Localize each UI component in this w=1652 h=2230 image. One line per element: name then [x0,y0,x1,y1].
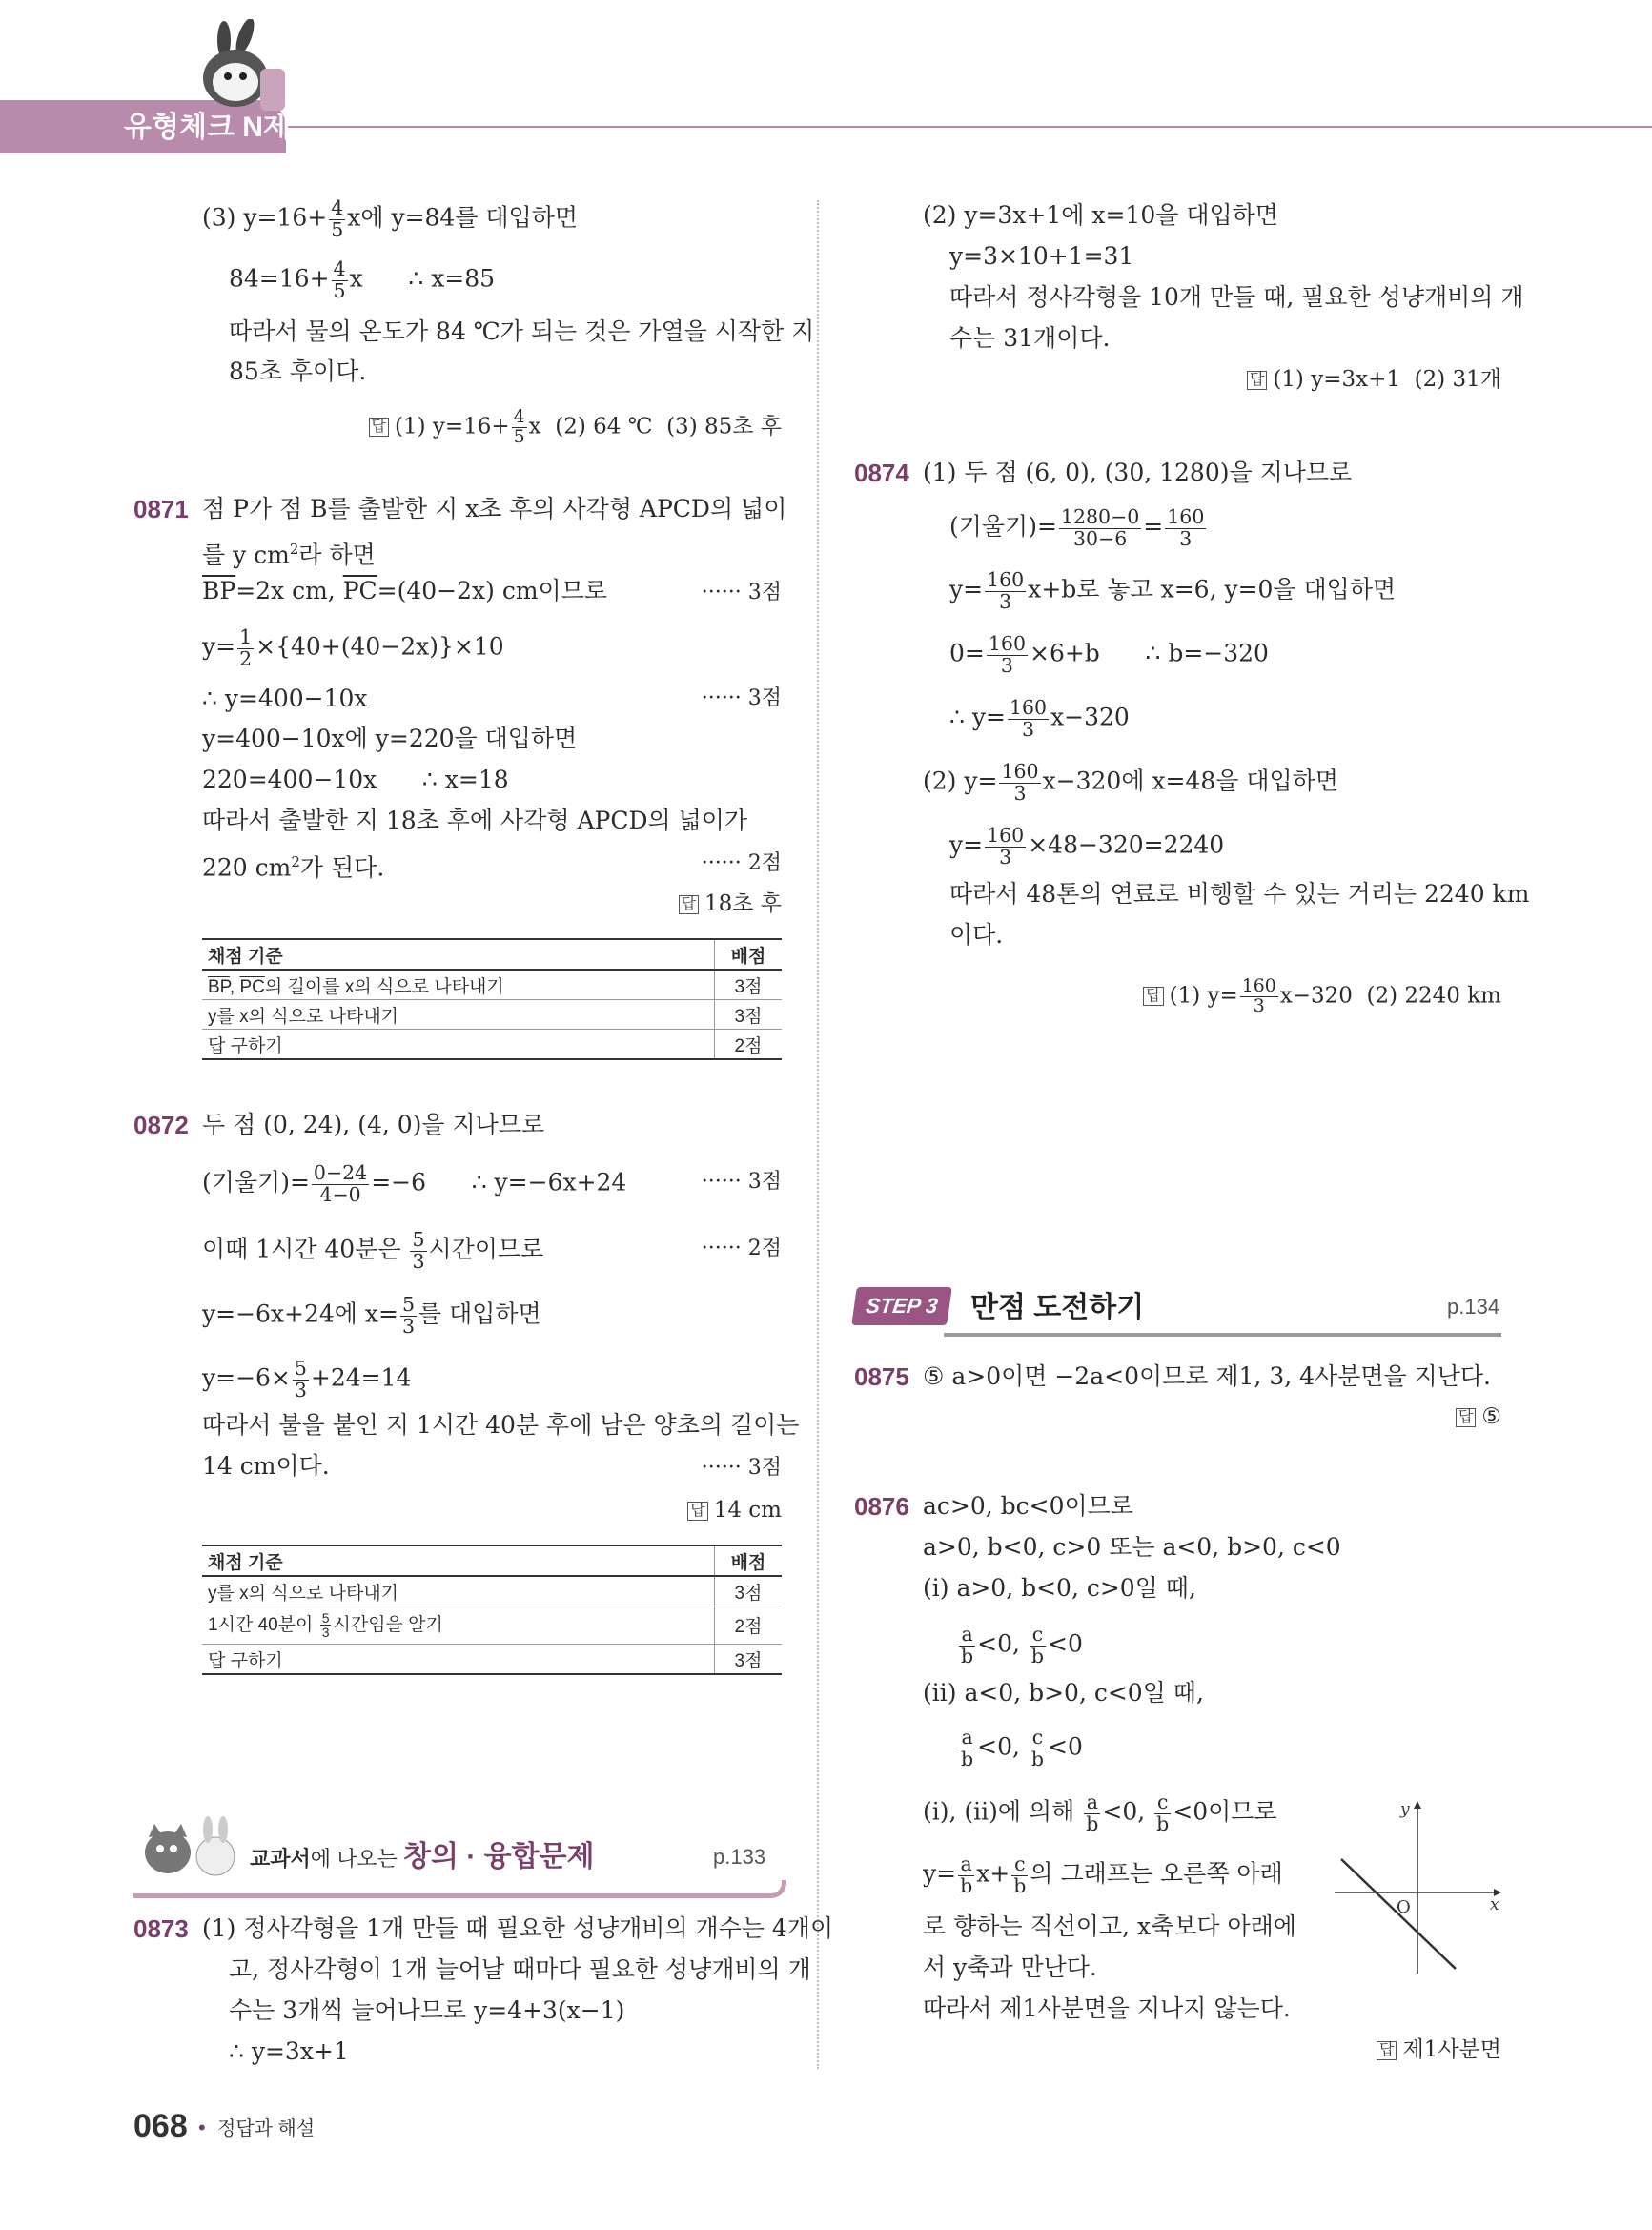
problem-number: 0872 [133,1111,189,1139]
mascots-icon [139,1816,244,1883]
p3-answer: 답 (1) y=16+ $\frac{4}{5}$ x (2) 64 ℃ (3) 85초 후 [369,408,783,447]
q0874-answer: 답 (1) y= $\frac{160}{3}$ x−320 (2) 2240 km [1143,977,1501,1016]
line-graph [1330,1797,1506,1978]
q0876-line6: $\frac{a}{b}$ <0, $\frac{c}{b}$ <0 [961,1726,1083,1770]
q0874-line8: 따라서 48톤의 연료로 비행할 수 있는 거리는 2240 km [949,880,1530,908]
q0874-line1: (1) 두 점 (6, 0), (30, 1280)을 지나므로 [923,459,1353,486]
q0873-line1: (1) 정사각형을 1개 만들 때 필요한 성냥개비의 개수는 4개이 [202,1914,834,1942]
answer-icon: 답 [1377,2041,1397,2060]
q0873-line2: 고, 정사각형이 1개 늘어날 때마다 필요한 성냥개비의 개 [229,1955,811,1983]
step-badge: STEP 3 [851,1287,952,1325]
q0876-line2: a>0, b<0, c>0 또는 a<0, b>0, c<0 [923,1533,1341,1561]
q0871-answer: 답 18초 후 [679,887,782,921]
q0871-line4: y= $\frac{1}{2}$ ×{40+(40−2x)}×10 [202,625,504,670]
q0874-line5: ∴ y= $\frac{160}{3}$ x−320 [949,696,1130,741]
q0873b-line2: y=3×10+1=31 [949,242,1134,270]
q0874-line6: (2) y= $\frac{160}{3}$ x−320에 x=48을 대입하면 [923,760,1338,805]
q0876-line8: y= $\frac{a}{b}$ x+ $\frac{c}{b}$ 의 그래프는 오른쪽 아래 [923,1852,1283,1897]
banner-title: 교과서에 나오는 창의 · 융합문제 [250,1841,595,1872]
q0874-line3: y= $\frac{160}{3}$ x+b로 놓고 x=6, y=0을 대입하면 [949,568,1397,613]
q0875-line1: ⑤ a>0이면 −2a<0이므로 제1, 3, 4사분면을 지난다. [923,1362,1491,1390]
table-row: 1시간 40분이 $\frac{5}{3}$ 시간임을 알기 2점 [202,1606,782,1645]
answer-icon: 답 [679,895,699,914]
banner-page: p.133 [713,1845,766,1869]
q0876-answer: 답 제1사분면 [1377,2033,1501,2067]
q0871-line9: 220 $cm^2$가 된다. [202,853,385,882]
q0872-line3: 이때 1시간 40분은 $\frac{5}{3}$ 시간이므로 [202,1228,544,1273]
q0873b-line1: (2) y=3x+1에 x=10을 대입하면 [923,201,1278,229]
q0874-line2: (기울기)= $\frac{1280-0}{30-6}$ = $\frac{160}{3}$ [949,505,1205,550]
table-header: 채점 기준 [202,1545,715,1576]
answer-icon: 답 [687,1502,707,1521]
origin-label: O [1397,1897,1411,1917]
q0876-line11: 따라서 제1사분면을 지나지 않는다. [923,1995,1291,2022]
q0871-line1: 점 P가 점 B를 출발한 지 x초 후의 사각형 APCD의 넓이 [202,495,787,522]
q0874-line4: 0= $\frac{160}{3}$ ×6+b ∴ b=−320 [949,632,1269,677]
points-label: ······ 3점 [701,1456,782,1480]
q0876-line9: 로 향하는 직선이고, x축보다 아래에 [923,1913,1296,1940]
q0873-line3: 수는 3개씩 늘어나므로 y=4+3(x−1) [229,1996,625,2024]
banner-rule [133,1880,786,1898]
footer-section: 정답과 해설 [217,2118,316,2139]
p3-line2: 84=16+ $\frac{4}{5}$ x ∴ x=85 [229,257,496,302]
problem-number: 0876 [854,1492,909,1521]
q0872-answer: 답 14 cm [687,1493,782,1527]
answer-icon: 답 [1143,987,1163,1006]
q0876-line7: (ⅰ), (ⅱ)에 의해 $\frac{a}{b}$ <0, $\frac{c}{b}$ <0이므로 [923,1790,1277,1835]
points-label: ······ 3점 [701,581,782,604]
table-row: y를 x의 식으로 나타내기 3점 [202,1000,782,1030]
answer-icon: 답 [369,418,389,437]
q0873b-line4: 수는 31개이다. [949,324,1111,352]
table-row: y를 x의 식으로 나타내기 3점 [202,1576,782,1606]
q0872-line4: y=−6x+24에 x= $\frac{5}{3}$ 를 대입하면 [202,1293,541,1338]
page-number: 068 [133,2108,188,2144]
q0876-line1: ac>0, bc<0이므로 [923,1492,1133,1520]
table-header: 채점 기준 [202,939,715,970]
q0871-line6: y=400−10x에 y=220을 대입하면 [202,725,578,752]
problem-number: 0871 [133,495,189,523]
points-label: ······ 3점 [701,686,782,710]
points-label: ······ 3점 [701,1170,782,1194]
q0876-line5: (ⅱ) a<0, b>0, c<0일 때, [923,1679,1204,1707]
q0871-line8: 따라서 출발한 지 18초 후에 사각형 APCD의 넓이가 [202,807,748,834]
problem-number: 0873 [133,1914,189,1943]
p3-line1: (3) y=16+ $\frac{4}{5}$ x에 y=84를 대입하면 [202,196,579,241]
table-row: $\overline{BP}$, $\overline{PC}$의 길이를 x의 식으로 나타내기 3점 [202,970,782,1000]
q0876-line10: 서 y축과 만난다. [923,1954,1097,1981]
y-axis-arrow-icon [1414,1801,1421,1809]
q0872-line7: 14 cm이다. [202,1452,330,1480]
step-page: p.134 [1447,1295,1500,1319]
problem-number: 0875 [854,1362,909,1391]
y-axis-label: y [1400,1800,1410,1819]
q0876-line4: $\frac{a}{b}$ <0, $\frac{c}{b}$ <0 [961,1623,1083,1667]
points-label: ······ 2점 [701,851,782,875]
q0871-line3: $\overline{BP}=2x$ cm, $\overline{PC}=(40-2x)$ cm이므로 [202,577,607,604]
points-label: ······ 2점 [701,1237,782,1260]
q0872-line1: 두 점 (0, 24), (4, 0)을 지나므로 [202,1111,545,1138]
step-title: 만점 도전하기 [970,1292,1145,1323]
step-rule [944,1333,1501,1337]
p3-line4: 85초 후이다. [229,358,367,385]
header-tab-label: 유형체크 N제 [124,112,291,143]
answer-icon: 답 [1247,371,1267,390]
footer-bullet: • [198,2116,206,2139]
x-axis-label: x [1490,1895,1499,1914]
q0871-line2: 를 y $cm^2$라 하면 [202,541,376,569]
q0873-answer: 답 (1) y=3x+1 (2) 31개 [1247,362,1501,397]
mascot-rabbit-icon [186,19,291,114]
q0872-line2: (기울기)= $\frac{0-24}{4-0}$ =−6 ∴ y=−6x+24 [202,1161,627,1206]
q0871-line5: ∴ y=400−10x [202,685,368,712]
q0874-line9: 이다. [949,921,1004,949]
q0873b-line3: 따라서 정사각형을 10개 만들 때, 필요한 성냥개비의 개 [949,283,1524,311]
answer-icon: 답 [1456,1408,1476,1427]
q0876-line3: (ⅰ) a>0, b<0, c>0일 때, [923,1574,1196,1602]
p3-line3: 따라서 물의 온도가 84 ℃가 되는 것은 가열을 시작한 지 [229,317,815,345]
scoring-table [202,1545,782,1675]
q0875-answer: 답 ⑤ [1456,1400,1501,1434]
table-row: 답 구하기 3점 [202,1645,782,1675]
table-header: 배점 [715,1545,783,1576]
scoring-table [202,938,782,1060]
q0871-line7: 220=400−10x ∴ x=18 [202,766,509,793]
q0872-line6: 따라서 불을 붙인 지 1시간 40분 후에 남은 양초의 길이는 [202,1411,800,1439]
table-row: 답 구하기 2점 [202,1030,782,1060]
q0873-line4: ∴ y=3x+1 [229,2037,349,2065]
column-divider [817,200,819,2069]
q0872-line5: y=−6× $\frac{5}{3}$ +24=14 [202,1357,412,1401]
header-rule [200,126,1652,128]
problem-number: 0874 [854,459,909,487]
q0874-line7: y= $\frac{160}{3}$ ×48−320=2240 [949,824,1225,869]
table-header: 배점 [715,939,783,970]
